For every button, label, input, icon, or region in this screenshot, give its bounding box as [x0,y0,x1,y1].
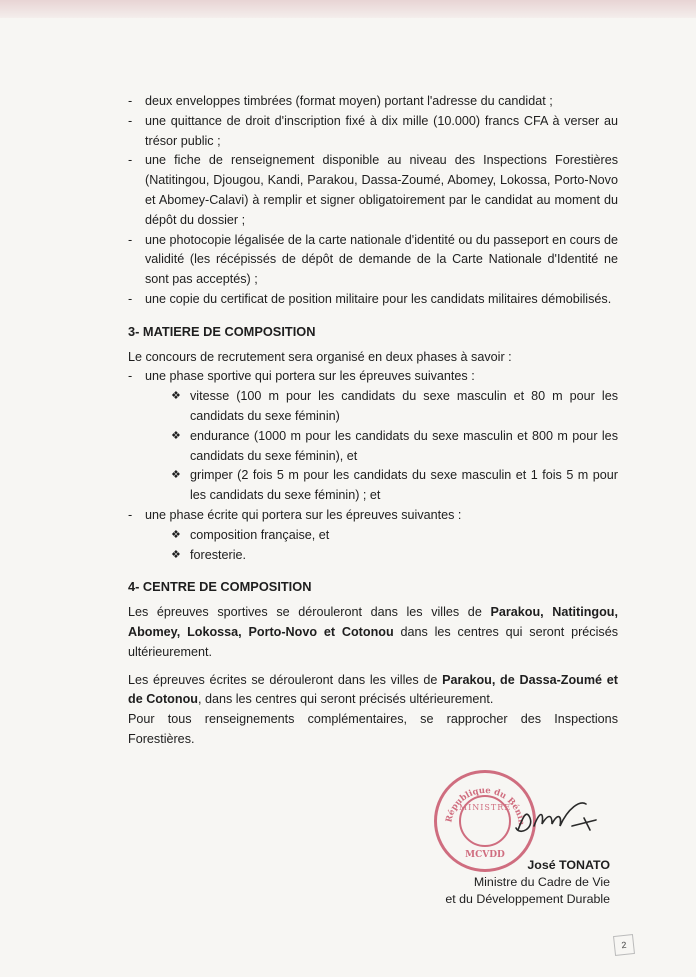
section-4-heading: 4- CENTRE DE COMPOSITION [128,579,312,595]
list-item-text: composition française, et [190,527,330,542]
city-list: Parakou, Natitingou, Abomey, Lokossa, Porto-Novo et Cotonou [128,605,619,639]
section-3-intro: Le concours de recrutement sera organisé en deux phases à savoir : [128,349,512,364]
phase-sportive-list [128,387,618,506]
list-item [128,92,618,112]
list-item [128,151,618,230]
list-item [128,290,618,310]
list-item-text: une quittance de droit d'inscription fixé à dix mille (10.000) francs CFA à verser au trésor public ; [145,113,618,148]
list-item [128,387,618,427]
paragraph-text: Les épreuves écrites se dérouleront dans les villes de [128,672,443,687]
diamond-bullet-icon: ❖ [171,548,181,561]
section-4-paragraph-3: Pour tous renseignements complémentaires, se rapprocher des Inspections Forestières. [128,712,618,746]
documents-list [128,92,618,310]
list-item-text: endurance (1000 m pour les candidats du sexe masculin et 800 m pour les candidats du sexe féminin), et [190,428,618,463]
dash-bullet: - [128,232,133,247]
handwritten-signature [512,790,612,840]
phase-label: une phase sportive qui portera sur les épreuves suivantes : [145,369,475,384]
paragraph-text: dans les centres qui seront précisés ultérieurement. [128,624,618,659]
paragraph-text: , dans les centres qui seront précisés ultérieurement. [197,692,494,707]
dash-bullet: - [128,291,133,306]
section-3-heading: 3- MATIERE DE COMPOSITION [128,323,316,339]
city-list: Parakou, de Dassa-Zoumé et de Cotonou [128,672,618,707]
diamond-bullet-icon: ❖ [171,469,181,482]
signatory-title-2: et du Développement Durable [445,892,610,906]
diamond-bullet-icon: ❖ [171,528,181,541]
dash-bullet: - [128,369,133,384]
list-item-text: grimper (2 fois 5 m pour les candidats du sexe masculin et 1 fois 5 m pour les candidats du sexe féminin) ; et [190,468,618,503]
phase-ecrite-list [128,526,618,566]
dash-bullet: - [128,113,133,128]
list-item [128,466,618,506]
document-body [128,92,618,750]
list-item-text: vitesse (100 m pour les candidats du sexe masculin et 80 m pour les candidats du sexe féminin) [190,389,618,423]
svg-text:MCVDD: MCVDD [465,850,505,860]
signature-block [440,857,610,908]
diamond-bullet-icon: ❖ [171,390,181,403]
section-4-paragraph-1 [128,603,618,662]
diamond-bullet-icon: ❖ [171,429,181,442]
page-number: 2 [613,934,635,956]
list-item [128,427,618,467]
list-item-text: une fiche de renseignement disponible au niveau des Inspections Forestières (Natitingou, Djougou, Kandi, Parakou, Dassa-Zoumé, Abomey, Lokossa, Porto-Novo et Abomey-Calavi) à remplir et signer obligatoirement par le candidat au moment du dépôt du dossier ; [145,153,618,227]
stamp-center-text: MINISTRE [458,803,512,812]
phase-ecrite [128,506,618,526]
top-edge [0,0,696,18]
section-4-paragraph-2 [128,671,618,711]
phase-sportive [128,367,618,387]
list-item-text: une photocopie légalisée de la carte nationale d'identité ou du passeport en cours de validité (les récépissés de dépôt de demande de la Carte Nationale d'Identité ne sont pas acceptés) ; [145,232,618,287]
signatory-title: Ministre du Cadre de Vie [473,875,610,889]
phase-label: une phase écrite qui portera sur les épreuves suivantes : [145,507,462,522]
dash-bullet: - [128,94,133,108]
list-item-text: foresterie. [190,547,246,562]
list-item-text: une copie du certificat de position militaire pour les candidats militaires démobilisés. [145,291,612,306]
signatory-name: José TONATO [527,858,610,872]
list-item [128,231,618,290]
list-item [128,526,618,546]
dash-bullet: - [128,153,133,168]
svg-text:République du Bénin: République du Bénin [444,785,527,826]
list-item [128,112,618,152]
list-item-text: deux enveloppes timbrées (format moyen) portant l'adresse du candidat ; [145,94,553,108]
paragraph-text: Les épreuves sportives se dérouleront dans les villes de [128,605,491,620]
list-item [128,546,618,566]
dash-bullet: - [128,507,133,522]
